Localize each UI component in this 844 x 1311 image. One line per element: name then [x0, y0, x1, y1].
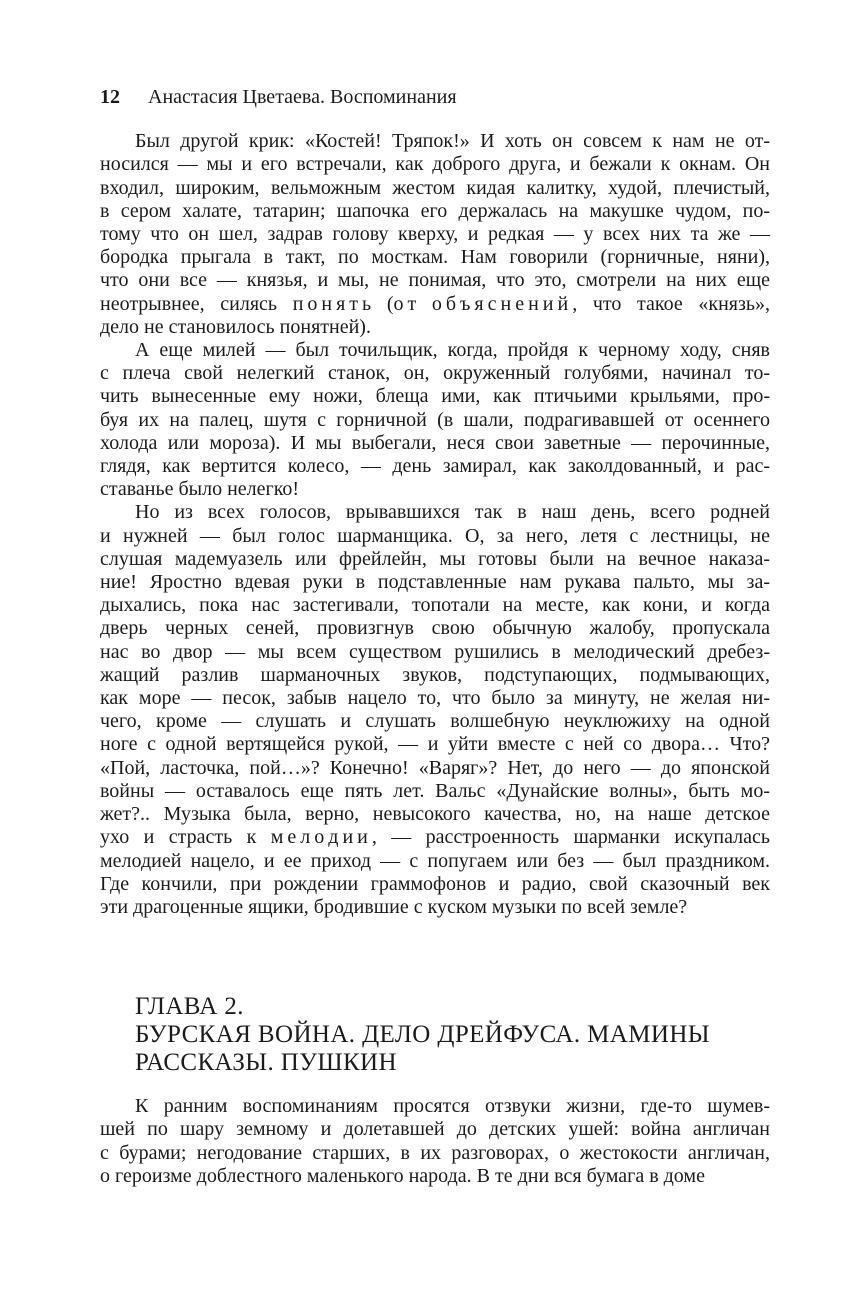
text-line: войны — оставалось еще пять лет. Вальс «Дунайские волны», быть мо- [100, 779, 770, 802]
text-line: с плеча свой нелегкий станок, он, окруженный голубями, начинал то- [100, 362, 770, 385]
text-line: глядя, как вертится колесо, — день замирал, как заколдованный, и рас- [100, 455, 770, 478]
text-line: дыхались, пока нас застегивали, топотали на месте, как кони, и когда [100, 594, 770, 617]
text-line: РАССКАЗЫ. ПУШКИН [135, 1049, 397, 1077]
text-line: слушая мадемуазель или фрейлейн, мы готовы были на вечное наказа- [100, 547, 770, 570]
text-line: ноге с одной вертящейся рукой, — и уйти вместе с ней со двора… Что? [100, 733, 770, 756]
text-line: буя их на палец, шутя с горничной (в шали, подрагивавшей от осеннего [100, 408, 770, 431]
book-page [100, 86, 770, 1188]
text-line: Но из всех голосов, врывавшихся так в наш день, всего родней [135, 501, 770, 524]
text-line: шей по шару земному и долетавшей до детских ушей: война англичан [100, 1118, 770, 1141]
text-line: «Пой, ласточка, пой…»? Конечно! «Варяг»? Нет, до него — до японской [100, 756, 770, 779]
text-line: входил, широким, вельможным жестом кидая калитку, худой, плечистый, [100, 176, 770, 199]
paragraph-boer-war [100, 1095, 770, 1188]
text-line: холода или мороза). И мы выбегали, неся свои заветные — перочинные, [100, 431, 770, 454]
text-line: БУРСКАЯ ВОЙНА. ДЕЛО ДРЕЙФУСА. МАМИНЫ [135, 1021, 710, 1049]
text-line: носился — мы и его встречали, как доброго друга, и бежали к окнам. Он [100, 153, 770, 176]
text-line: в сером халате, татарин; шапочка его держалась на макушке чудом, по- [100, 199, 770, 222]
text-line: жащий разлив шарманочных звуков, подступающих, подмывающих, [100, 663, 770, 686]
text-line: К ранним воспоминаниям просятся отзвуки жизни, где-то шумев- [135, 1095, 770, 1118]
text-line: мелодией нацело, и ее приход — с попугаем или без — был праздником. [100, 849, 770, 872]
paragraph-organ-grinder [100, 501, 770, 919]
chapter-heading [135, 993, 770, 1077]
page-number: 12 [100, 86, 120, 108]
text-line: ГЛАВА 2. [135, 993, 244, 1021]
text-line: и нужней — был голос шарманщика. О, за него, летя с лестницы, не [100, 524, 770, 547]
text-line: с бурами; негодование старших, в их разговорах, о жестокости англичан, [100, 1141, 770, 1164]
page-header [100, 86, 770, 109]
text-line: дверь черных сеней, провизгнув свою обычную жалобу, пропускала [100, 617, 770, 640]
text-line: эти драгоценные ящики, бродившие с куском музыки по всей земле? [100, 895, 688, 918]
text-line: Был другой крик: «Костей! Тряпок!» И хоть он совсем к нам не от- [135, 130, 770, 153]
text-line: жет?.. Музыка была, верно, невысокого качества, но, на наше детское [100, 803, 770, 826]
text-line: дело не становилось понятней). [100, 315, 371, 338]
text-line: что они все — князья, и мы, не понимая, что это, смотрели на них еще [100, 269, 770, 292]
text-line: тому что он шел, задрав голову кверху, и редкая — у всех них та же — [100, 223, 770, 246]
text-line: о героизме доблестного маленького народа. В те дни вся бумага в доме [100, 1164, 705, 1187]
text-line: неотрывнее, силясь п о н я т ь (о т о б ъ я с н е н и й , что такое «князь», [100, 292, 770, 315]
paragraph-street-cries [100, 130, 770, 339]
text-line: бородка прыгала в такт, по мосткам. Нам говорили (горничные, няни), [100, 246, 770, 269]
text-line: нас во двор — мы всем существом рушились в мелодический дребез- [100, 640, 770, 663]
text-line: ухо и страсть к м е л о д и и , — расстроенность шарманки искупалась [100, 826, 770, 849]
running-title: Анастасия Цветаева. Воспоминания [148, 86, 457, 108]
text-line: чего, кроме — слушать и слушать волшебную неуклюжиху на одной [100, 710, 770, 733]
text-line: ставанье было нелегко! [100, 478, 300, 501]
text-line: чить вынесенные ему ножи, блеща ими, как птичьими крыльями, про- [100, 385, 770, 408]
text-line: А еще милей — был точильщик, когда, пройдя к черному ходу, сняв [135, 339, 770, 362]
text-line: ние! Яростно вдевая руки в подставленные нам рукава пальто, мы за- [100, 571, 770, 594]
paragraph-knife-grinder [100, 339, 770, 501]
text-line: Где кончили, при рождении граммофонов и радио, свой сказочный век [100, 872, 770, 895]
text-line: как море — песок, забыв нацело то, что было за минуту, не желая ни- [100, 687, 770, 710]
